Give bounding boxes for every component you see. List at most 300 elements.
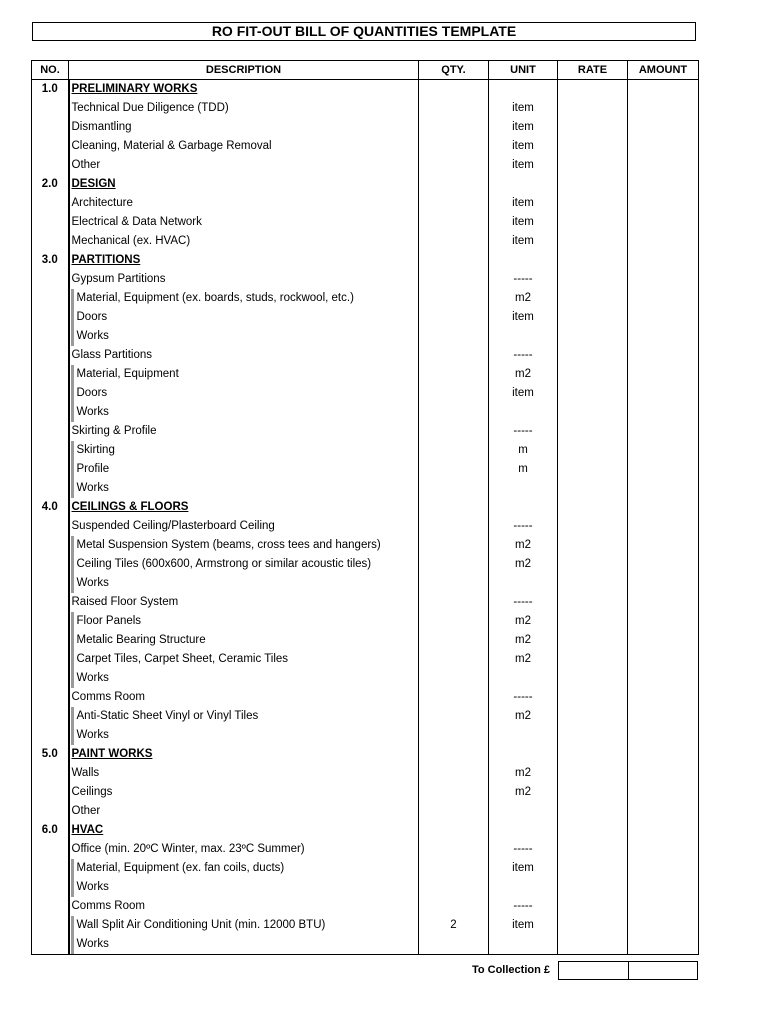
item-description [69,555,419,574]
quantity-cell[interactable] [419,935,489,955]
rate-cell[interactable] [558,821,628,840]
quantity-cell[interactable] [419,536,489,555]
rate-cell[interactable] [558,764,628,783]
rate-cell[interactable] [558,80,628,100]
amount-cell[interactable] [628,916,699,935]
item-number [32,840,69,859]
header-rate: RATE [558,61,628,80]
amount-cell[interactable] [628,384,699,403]
collection-label: To Collection £ [471,964,550,976]
table-row [32,612,699,631]
rate-cell[interactable] [558,878,628,897]
amount-cell[interactable] [628,270,699,289]
table-row [32,574,699,593]
sub-item-description: Material, Equipment [71,365,179,384]
item-description [69,441,419,460]
amount-cell[interactable] [628,764,699,783]
rate-cell[interactable] [558,327,628,346]
unit-cell: m2 [489,764,558,783]
item-description [69,289,419,308]
amount-cell[interactable] [628,935,699,955]
collection-amount-cell[interactable] [628,961,698,980]
table-row [32,669,699,688]
quantity-cell[interactable] [419,137,489,156]
quantity-cell[interactable] [419,612,489,631]
sub-item-description: Carpet Tiles, Carpet Sheet, Ceramic Tiles [71,650,289,669]
item-description: Other [69,802,419,821]
amount-cell[interactable] [628,80,699,100]
amount-cell[interactable] [628,251,699,270]
table-row [32,289,699,308]
amount-cell[interactable] [628,289,699,308]
item-description: Comms Room [69,688,419,707]
quantity-cell[interactable] [419,745,489,764]
item-number [32,916,69,935]
quantity-cell[interactable] [419,365,489,384]
table-row [32,156,699,175]
item-number [32,118,69,137]
rate-cell[interactable] [558,289,628,308]
table-row [32,194,699,213]
amount-cell[interactable] [628,194,699,213]
rate-cell[interactable] [558,840,628,859]
item-number [32,479,69,498]
item-description: Mechanical (ex. HVAC) [69,232,419,251]
item-description: Gypsum Partitions [69,270,419,289]
rate-cell[interactable] [558,669,628,688]
amount-cell[interactable] [628,365,699,384]
rate-cell[interactable] [558,422,628,441]
quantity-cell[interactable] [419,593,489,612]
item-number: 1.0 [32,80,69,100]
table-row [32,403,699,422]
rate-cell[interactable] [558,308,628,327]
quantity-cell[interactable] [419,99,489,118]
amount-cell[interactable] [628,175,699,194]
item-number [32,593,69,612]
unit-cell: ----- [489,688,558,707]
section-row [32,80,699,100]
quantity-cell[interactable] [419,289,489,308]
item-number [32,346,69,365]
amount-cell[interactable] [628,308,699,327]
unit-cell: item [489,194,558,213]
unit-cell [489,574,558,593]
table-row [32,213,699,232]
table-row [32,308,699,327]
unit-cell [489,327,558,346]
table-row [32,99,699,118]
rate-cell[interactable] [558,213,628,232]
item-description: Cleaning, Material & Garbage Removal [69,137,419,156]
table-row [32,726,699,745]
item-number [32,878,69,897]
item-description [69,669,419,688]
quantity-cell[interactable] [419,517,489,536]
rate-cell[interactable] [558,688,628,707]
unit-cell: m2 [489,555,558,574]
item-description: Raised Floor System [69,593,419,612]
item-description [69,479,419,498]
unit-cell: item [489,137,558,156]
quantity-cell[interactable] [419,194,489,213]
amount-cell[interactable] [628,593,699,612]
table-body [32,80,699,955]
unit-cell [489,935,558,955]
quantity-cell[interactable] [419,783,489,802]
rate-cell[interactable] [558,498,628,517]
item-number [32,270,69,289]
unit-cell: ----- [489,593,558,612]
sub-item-description: Doors [71,308,108,327]
rate-cell[interactable] [558,536,628,555]
item-number [32,707,69,726]
item-number [32,289,69,308]
item-description [69,916,419,935]
sub-item-description: Wall Split Air Conditioning Unit (min. 12000 BTU) [71,916,326,935]
quantity-cell[interactable] [419,688,489,707]
item-number [32,574,69,593]
amount-cell[interactable] [628,441,699,460]
quantity-cell[interactable] [419,346,489,365]
amount-cell[interactable] [628,232,699,251]
collection-row [31,961,698,980]
amount-cell[interactable] [628,574,699,593]
section-row [32,498,699,517]
quantity-cell[interactable] [419,384,489,403]
unit-cell: ----- [489,840,558,859]
unit-cell [489,878,558,897]
sub-item-description: Works [71,878,109,897]
unit-cell [489,498,558,517]
unit-cell: m2 [489,612,558,631]
quantity-cell[interactable] [419,251,489,270]
sub-item-description: Ceiling Tiles (600x600, Armstrong or similar acoustic tiles) [71,555,372,574]
collection-rate-cell[interactable] [558,961,629,980]
quantity-cell[interactable] [419,650,489,669]
item-number [32,764,69,783]
unit-cell: ----- [489,270,558,289]
document-title: RO FIT-OUT BILL OF QUANTITIES TEMPLATE [32,22,696,41]
item-description [69,365,419,384]
quantity-cell[interactable] [419,327,489,346]
table-row [32,270,699,289]
rate-cell[interactable] [558,707,628,726]
rate-cell[interactable] [558,156,628,175]
item-description: Technical Due Diligence (TDD) [69,99,419,118]
rate-cell[interactable] [558,612,628,631]
quantity-cell[interactable] [419,403,489,422]
amount-cell[interactable] [628,460,699,479]
quantity-cell[interactable] [419,859,489,878]
amount-cell[interactable] [628,802,699,821]
unit-cell: ----- [489,517,558,536]
item-number [32,308,69,327]
quantity-cell[interactable] [419,270,489,289]
amount-cell[interactable] [628,688,699,707]
unit-cell [489,175,558,194]
amount-cell[interactable] [628,517,699,536]
item-number [32,384,69,403]
quantity-cell[interactable] [419,897,489,916]
rate-cell[interactable] [558,555,628,574]
unit-cell: m [489,441,558,460]
sub-item-description: Works [71,935,109,954]
unit-cell: item [489,859,558,878]
item-number: 6.0 [32,821,69,840]
item-description: Ceilings [69,783,419,802]
amount-cell[interactable] [628,422,699,441]
sub-item-description: Doors [71,384,108,403]
unit-cell [489,802,558,821]
item-description [69,403,419,422]
unit-cell: ----- [489,897,558,916]
unit-cell: item [489,916,558,935]
item-number [32,726,69,745]
amount-cell[interactable] [628,612,699,631]
quantity-cell[interactable] [419,669,489,688]
rate-cell[interactable] [558,593,628,612]
table-row [32,878,699,897]
amount-cell[interactable] [628,745,699,764]
table-row [32,650,699,669]
section-heading: PAINT WORKS [69,745,419,764]
quantity-cell[interactable] [419,821,489,840]
table-row [32,764,699,783]
rate-cell[interactable] [558,384,628,403]
rate-cell[interactable] [558,99,628,118]
item-number [32,460,69,479]
rate-cell[interactable] [558,479,628,498]
amount-cell[interactable] [628,137,699,156]
table-row [32,593,699,612]
item-number [32,897,69,916]
unit-cell: m2 [489,650,558,669]
quantity-cell[interactable] [419,156,489,175]
quantity-cell[interactable] [419,80,489,100]
quantity-cell[interactable] [419,479,489,498]
item-number: 5.0 [32,745,69,764]
item-number [32,783,69,802]
sub-item-description: Metalic Bearing Structure [71,631,206,650]
rate-cell[interactable] [558,783,628,802]
quantity-cell[interactable] [419,460,489,479]
amount-cell[interactable] [628,726,699,745]
rate-cell[interactable] [558,916,628,935]
amount-cell[interactable] [628,783,699,802]
item-number: 3.0 [32,251,69,270]
sub-item-description: Anti-Static Sheet Vinyl or Vinyl Tiles [71,707,259,726]
quantity-cell[interactable] [419,726,489,745]
amount-cell[interactable] [628,479,699,498]
rate-cell[interactable] [558,251,628,270]
rate-cell[interactable] [558,650,628,669]
rate-cell[interactable] [558,935,628,955]
amount-cell[interactable] [628,821,699,840]
table-row [32,802,699,821]
quantity-cell[interactable] [419,707,489,726]
section-row [32,745,699,764]
rate-cell[interactable] [558,118,628,137]
unit-cell: m2 [489,631,558,650]
amount-cell[interactable] [628,498,699,517]
item-number [32,194,69,213]
sub-item-description: Works [71,726,109,745]
header-qty: QTY. [419,61,489,80]
rate-cell[interactable] [558,403,628,422]
header-no: NO. [32,61,69,80]
amount-cell[interactable] [628,156,699,175]
amount-cell[interactable] [628,669,699,688]
table-row [32,137,699,156]
amount-cell[interactable] [628,118,699,137]
sub-item-description: Material, Equipment (ex. boards, studs, rockwool, etc.) [71,289,354,308]
amount-cell[interactable] [628,631,699,650]
section-row [32,821,699,840]
quantity-cell[interactable] [419,574,489,593]
rate-cell[interactable] [558,726,628,745]
item-number [32,441,69,460]
quantity-cell[interactable] [419,232,489,251]
quantity-cell[interactable] [419,555,489,574]
item-number [32,327,69,346]
rate-cell[interactable] [558,441,628,460]
rate-cell[interactable] [558,574,628,593]
table-row [32,897,699,916]
quantity-cell[interactable] [419,631,489,650]
rate-cell[interactable] [558,745,628,764]
item-number [32,156,69,175]
rate-cell[interactable] [558,897,628,916]
table-row [32,441,699,460]
rate-cell[interactable] [558,631,628,650]
quantity-cell[interactable] [419,175,489,194]
sub-item-description: Works [71,327,109,346]
table-header-row [32,61,699,80]
item-description [69,650,419,669]
amount-cell[interactable] [628,878,699,897]
item-description [69,707,419,726]
section-row [32,251,699,270]
item-description: Walls [69,764,419,783]
amount-cell[interactable] [628,403,699,422]
item-number [32,688,69,707]
item-description [69,878,419,897]
quantity-cell[interactable] [419,840,489,859]
item-description [69,574,419,593]
item-number [32,631,69,650]
unit-cell [489,745,558,764]
unit-cell: m2 [489,289,558,308]
unit-cell: m [489,460,558,479]
rate-cell[interactable] [558,175,628,194]
sub-item-description: Metal Suspension System (beams, cross tees and hangers) [71,536,381,555]
table-row [32,422,699,441]
quantity-cell[interactable] [419,213,489,232]
rate-cell[interactable] [558,365,628,384]
table-row [32,536,699,555]
item-description: Skirting & Profile [69,422,419,441]
quantity-cell[interactable] [419,441,489,460]
amount-cell[interactable] [628,99,699,118]
amount-cell[interactable] [628,327,699,346]
header-unit: UNIT [489,61,558,80]
item-description: Glass Partitions [69,346,419,365]
item-description [69,935,419,955]
table-row [32,783,699,802]
unit-cell [489,80,558,100]
rate-cell[interactable] [558,194,628,213]
quantity-cell[interactable] [419,308,489,327]
sub-item-description: Works [71,479,109,498]
sub-item-description: Skirting [71,441,115,460]
amount-cell[interactable] [628,707,699,726]
amount-cell[interactable] [628,650,699,669]
item-number [32,403,69,422]
item-number [32,365,69,384]
rate-cell[interactable] [558,137,628,156]
amount-cell[interactable] [628,555,699,574]
item-description: Electrical & Data Network [69,213,419,232]
item-number [32,859,69,878]
sub-item-description: Floor Panels [71,612,142,631]
rate-cell[interactable] [558,270,628,289]
sub-item-description: Works [71,669,109,688]
amount-cell[interactable] [628,536,699,555]
rate-cell[interactable] [558,802,628,821]
table-row [32,916,699,935]
rate-cell[interactable] [558,460,628,479]
item-description: Suspended Ceiling/Plasterboard Ceiling [69,517,419,536]
table-row [32,707,699,726]
quantity-cell[interactable] [419,118,489,137]
rate-cell[interactable] [558,346,628,365]
amount-cell[interactable] [628,213,699,232]
amount-cell[interactable] [628,840,699,859]
rate-cell[interactable] [558,859,628,878]
item-number [32,99,69,118]
quantity-cell[interactable]: 2 [419,916,489,935]
unit-cell: item [489,99,558,118]
unit-cell: ----- [489,346,558,365]
unit-cell: m2 [489,536,558,555]
quantity-cell[interactable] [419,498,489,517]
header-amount: AMOUNT [628,61,699,80]
unit-cell [489,669,558,688]
item-number [32,612,69,631]
unit-cell [489,726,558,745]
table-row [32,118,699,137]
amount-cell[interactable] [628,897,699,916]
rate-cell[interactable] [558,517,628,536]
item-description [69,536,419,555]
table-row [32,384,699,403]
quantity-cell[interactable] [419,422,489,441]
amount-cell[interactable] [628,859,699,878]
rate-cell[interactable] [558,232,628,251]
unit-cell: item [489,156,558,175]
header-description: DESCRIPTION [69,61,419,80]
item-description: Office (min. 20ºC Winter, max. 23ºC Summer) [69,840,419,859]
quantity-cell[interactable] [419,802,489,821]
unit-cell [489,403,558,422]
quantity-cell[interactable] [419,764,489,783]
quantity-cell[interactable] [419,878,489,897]
unit-cell: m2 [489,783,558,802]
item-description [69,308,419,327]
amount-cell[interactable] [628,346,699,365]
item-description [69,460,419,479]
